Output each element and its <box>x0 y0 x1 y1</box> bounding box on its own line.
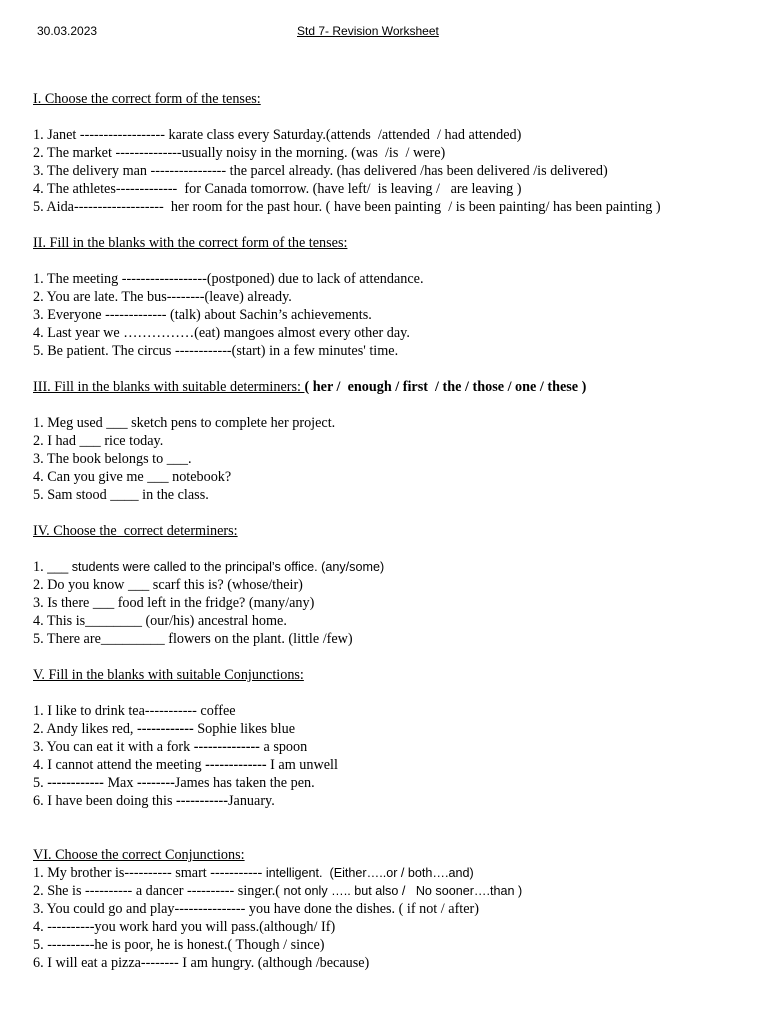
section-5-heading: V. Fill in the blanks with suitable Conjunctions: <box>33 667 304 683</box>
question-item <box>33 882 753 900</box>
section-3-heading-row <box>33 378 753 396</box>
blank: ----------- <box>176 793 229 809</box>
section-2 <box>33 234 753 360</box>
worksheet-body <box>33 90 753 972</box>
item-text: 2. Andy likes red, <box>33 721 138 737</box>
item-text: 5. <box>33 775 48 791</box>
blank: ___ <box>47 560 69 574</box>
question-item: 3. You could go and play--------------- you have done the dishes. ( if not / after) <box>33 901 479 917</box>
question-item <box>33 720 753 738</box>
blank: ------------ <box>47 775 104 791</box>
section-1 <box>33 90 753 216</box>
section-4-heading: IV. Choose the correct determiners: <box>33 523 238 539</box>
question-item: 3. The delivery man ---------------- the parcel already. (has delivered /has been delivered /is delivered) <box>33 163 608 179</box>
question-item: 1. The meeting ------------------(postponed) due to lack of attendance. <box>33 271 424 287</box>
question-item: 2. You are late. The bus--------(leave) already. <box>33 289 292 305</box>
blank: -------- <box>137 775 175 791</box>
worksheet-date: 30.03.2023 <box>37 24 98 38</box>
item-text: Max <box>103 775 137 791</box>
question-item: 4. ----------you work hard you will pass.(although/ If) <box>33 919 336 935</box>
item-text: 1. My brother is---------- smart ----------- <box>33 865 266 881</box>
question-item: 2. I had ___ rice today. <box>33 433 164 449</box>
question-item: 4. Last year we ……………(eat) mangoes almost every other day. <box>33 325 410 341</box>
question-item: 4. This is________ (our/his) ancestral home. <box>33 613 287 629</box>
question-item <box>33 792 753 810</box>
section-3-heading: III. Fill in the blanks with suitable determiners: <box>33 379 305 395</box>
item-text: I am unwell <box>266 757 338 773</box>
question-item <box>33 864 753 882</box>
section-3 <box>33 378 753 504</box>
blank: ------------ <box>137 721 194 737</box>
question-item: 3. Everyone ------------- (talk) about Sachin’s achievements. <box>33 307 372 323</box>
item-text: a spoon <box>259 739 308 755</box>
section-1-heading: I. Choose the correct form of the tenses: <box>33 91 261 107</box>
item-text: students were called to the principal’s office. (any/some) <box>68 560 385 574</box>
section-3-options: ( her / enough / first / the / those / one / these ) <box>304 379 587 395</box>
question-item: 5. ----------he is poor, he is honest.( Though / since) <box>33 937 325 953</box>
item-text: January. <box>228 793 275 809</box>
item-options: not only ….. but also / No sooner….than ) <box>283 884 523 898</box>
item-number: 1. <box>33 559 48 575</box>
section-4 <box>33 522 753 648</box>
question-item: 3. The book belongs to ___. <box>33 451 192 467</box>
question-item <box>33 756 753 774</box>
section-2-heading: II. Fill in the blanks with the correct form of the tenses: <box>33 235 348 251</box>
item-text: 2. She is ---------- a dancer ---------- singer.( <box>33 883 284 899</box>
item-options: intelligent. (Either…..or / both….and) <box>265 866 474 880</box>
question-item: 5. There are_________ flowers on the plant. (little /few) <box>33 631 353 647</box>
question-item: 2. Do you know ___ scarf this is? (whose/their) <box>33 577 303 593</box>
question-item <box>33 558 753 576</box>
item-text: Sophie likes blue <box>193 721 296 737</box>
question-item: 1. I like to drink tea----------- coffee <box>33 703 236 719</box>
question-item: 5. Be patient. The circus ------------(start) in a few minutes' time. <box>33 343 399 359</box>
question-item: 1. Meg used ___ sketch pens to complete her project. <box>33 415 336 431</box>
section-6 <box>33 846 753 972</box>
question-item: 1. Janet ------------------ karate class every Saturday.(attends /attended / had attended) <box>33 127 522 143</box>
question-item: 6. I will eat a pizza-------- I am hungry. (although /because) <box>33 955 370 971</box>
question-item <box>33 738 753 756</box>
question-item: 5. Sam stood ____ in the class. <box>33 487 209 503</box>
section-6-heading: VI. Choose the correct Conjunctions: <box>33 847 245 863</box>
blank: -------------- <box>193 739 260 755</box>
blank: ------------- <box>205 757 267 773</box>
item-text: 6. I have been doing this <box>33 793 177 809</box>
question-item: 3. Is there ___ food left in the fridge? (many/any) <box>33 595 315 611</box>
question-item <box>33 774 753 792</box>
item-text: 3. You can eat it with a fork <box>33 739 194 755</box>
worksheet-title: Std 7- Revision Worksheet <box>297 24 439 38</box>
question-item: 5. Aida------------------- her room for the past hour. ( have been painting / is been painting/ has been painting ) <box>33 199 661 215</box>
item-text: 4. I cannot attend the meeting <box>33 757 206 773</box>
question-item: 2. The market --------------usually noisy in the morning. (was /is / were) <box>33 145 446 161</box>
item-text: James has taken the pen. <box>174 775 315 791</box>
question-item: 4. The athletes------------- for Canada tomorrow. (have left/ is leaving / are leaving ) <box>33 181 522 197</box>
section-5 <box>33 666 753 810</box>
question-item: 4. Can you give me ___ notebook? <box>33 469 232 485</box>
